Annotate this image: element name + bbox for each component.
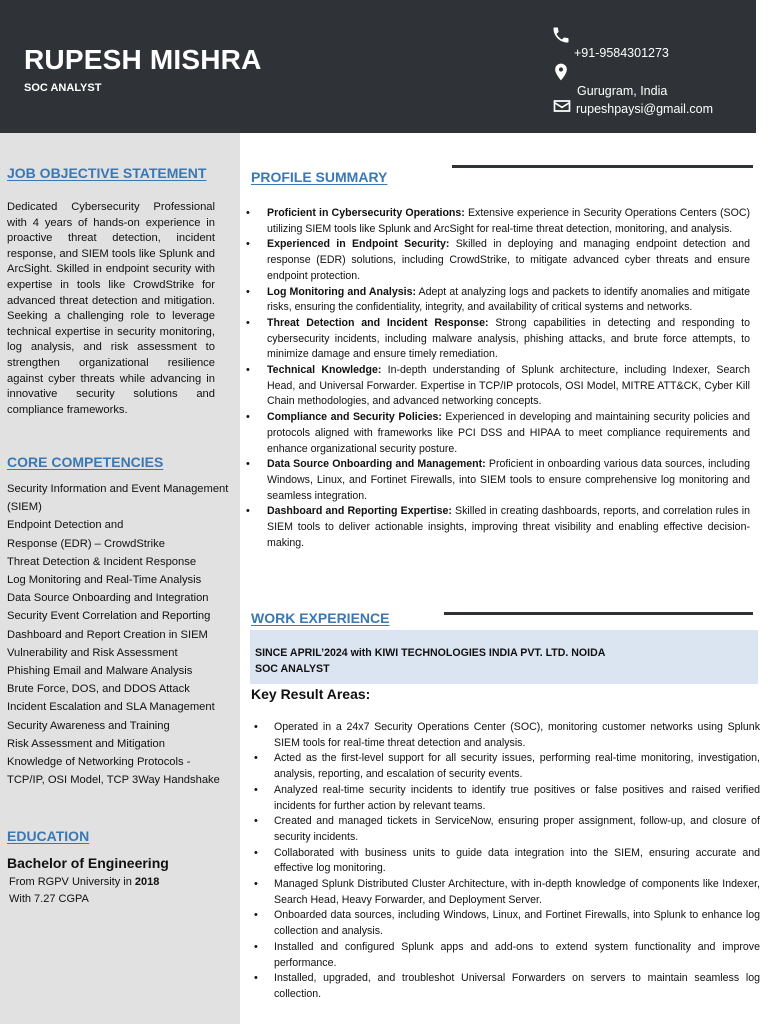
summary-text: In-depth understanding of Splunk architecture, including Indexer, Search Head, and Universal Forwarder. Expertise in TCP/IP protocols, OSI Model, MITRE ATT&CK, Cyber Kill Chain methodologies, and advanced networking concepts. bbox=[267, 364, 750, 408]
summary-text: Skilled in creating dashboards, reports, and correlation rules in SIEM tools to deliver actionable insights, improving threat visibility and enabling effective decision-making. bbox=[267, 505, 750, 549]
candidate-title: SOC ANALYST bbox=[24, 82, 102, 94]
education-university bbox=[9, 876, 159, 888]
list-item: • Acted as the first-level support for all security issues, performing real-time monitoring, investigation, analysis, reporting, and escalation of security events. bbox=[254, 751, 760, 782]
section-divider bbox=[444, 612, 753, 615]
list-item: Knowledge of Networking Protocols - bbox=[7, 756, 191, 769]
competencies-list bbox=[7, 480, 237, 789]
list-item: • Operated in a 24x7 Security Operations Center (SOC), monitoring customer networks using Splunk SIEM tools for real-time threat detection and analysis. bbox=[254, 720, 760, 751]
list-item: Risk Assessment and Mitigation bbox=[7, 737, 165, 750]
email-address[interactable]: rupeshpaysi@gmail.com bbox=[576, 102, 714, 116]
competencies-heading: CORE COMPETENCIES bbox=[7, 454, 164, 470]
education-cgpa: With 7.27 CGPA bbox=[9, 893, 89, 905]
list-item: Data Source Onboarding and Integration bbox=[7, 592, 209, 605]
list-item: • Collaborated with business units to guide data integration into the SIEM, ensuring accurate and effective log monitoring. bbox=[254, 846, 760, 877]
kra-heading: Key Result Areas: bbox=[251, 686, 371, 702]
list-item: • Created and managed tickets in ServiceNow, ensuring proper assignment, follow-up, and closure of security incidents. bbox=[254, 814, 760, 845]
summary-label: Proficient in Cybersecurity Operations: bbox=[267, 207, 465, 219]
objective-heading: JOB OBJECTIVE STATEMENT bbox=[7, 165, 207, 181]
list-item: Threat Detection & Incident Response bbox=[7, 555, 197, 568]
list-item: Brute Force, DOS, and DDOS Attack bbox=[7, 683, 190, 696]
list-item bbox=[246, 285, 750, 316]
university-text: From RGPV University in bbox=[9, 876, 135, 888]
list-item: Security Awareness and Training bbox=[7, 719, 170, 732]
email-icon bbox=[552, 96, 572, 116]
list-item: • Managed Splunk Distributed Cluster Architecture, with in-depth knowledge of components like Indexer, Search Head, Heavy Forwarder, and Deployment Server. bbox=[254, 877, 760, 908]
list-item: Endpoint Detection and bbox=[7, 519, 124, 532]
section-divider bbox=[452, 165, 753, 168]
profile-summary-list bbox=[246, 206, 750, 551]
list-item: • Analyzed real-time security incidents to identify true positives or false positives and raised verified incidents for further action by relevant teams. bbox=[254, 783, 760, 814]
graduation-year: 2018 bbox=[134, 876, 160, 888]
job-title-line: SINCE APRIL’2024 with KIWI TECHNOLOGIES INDIA PVT. LTD. NOIDA bbox=[255, 647, 606, 659]
list-item bbox=[246, 504, 750, 551]
summary-label: Data Source Onboarding and Management: bbox=[267, 458, 486, 471]
list-item: • Installed and configured Splunk apps and add-ons to extend system functionality and improve performance. bbox=[254, 940, 760, 971]
key-result-areas-list bbox=[254, 720, 760, 1003]
summary-text: Proficient in onboarding various data sources, including Windows, Linux, and Fortinet Firewalls, into SIEM tools to ensure comprehensive log monitoring and seamless integration. bbox=[267, 458, 750, 502]
list-item: Vulnerability and Risk Assessment bbox=[7, 646, 178, 659]
list-item bbox=[246, 457, 750, 504]
list-item bbox=[246, 316, 750, 363]
location: Gurugram, India bbox=[577, 84, 668, 98]
summary-label: Threat Detection and Incident Response: bbox=[267, 316, 489, 329]
list-item: • Onboarded data sources, including Windows, Linux, and Fortinet Firewalls, into Splunk to enhance log collection and analysis. bbox=[254, 908, 760, 939]
job-role: SOC ANALYST bbox=[255, 663, 330, 675]
candidate-name: RUPESH MISHRA bbox=[24, 44, 262, 75]
resume-header bbox=[0, 0, 756, 133]
list-item bbox=[246, 206, 750, 237]
objective-text: Dedicated Cybersecurity Professional with 4 years of hands-on experience in proactive threat detection, incident response, and SIEM tools like Splunk and ArcSight. Skilled in endpoint security with expertise in tools like CrowdStrike for advanced threat detection and mitigation. Seeking a challenging role to leverage technical expertise in security monitoring, log analysis, and risk assessment to strengthen organizational resilience against cyber threats while advancing in innovative security solutions and compliance frameworks. bbox=[7, 201, 215, 416]
phone-number[interactable]: +91-9584301273 bbox=[574, 46, 669, 60]
education-heading: EDUCATION bbox=[7, 828, 90, 844]
summary-label: Technical Knowledge: bbox=[267, 364, 382, 377]
list-item: Security Event Correlation and Reporting bbox=[7, 610, 211, 623]
work-experience-heading: WORK EXPERIENCE bbox=[251, 610, 390, 626]
list-item bbox=[246, 237, 750, 284]
list-item: Security Information and Event Management (SIEM) bbox=[7, 483, 229, 514]
phone-icon bbox=[551, 25, 571, 45]
list-item bbox=[246, 410, 750, 457]
list-item bbox=[246, 363, 750, 410]
list-item: TCP/IP, OSI Model, TCP 3Way Handshake bbox=[7, 774, 220, 787]
profile-summary-heading: PROFILE SUMMARY bbox=[251, 169, 388, 185]
list-item: Log Monitoring and Real-Time Analysis bbox=[7, 574, 202, 587]
summary-label: Dashboard and Reporting Expertise: bbox=[267, 505, 452, 518]
summary-text: Skilled in deploying and managing endpoint detection and response (EDR) solutions, including CrowdStrike, to mitigate advanced cyber threats and ensure endpoint protection. bbox=[267, 238, 750, 282]
summary-label: Compliance and Security Policies: bbox=[267, 411, 442, 424]
summary-label: Log Monitoring and Analysis: bbox=[267, 285, 417, 298]
job-header-box bbox=[250, 630, 758, 684]
degree: Bachelor of Engineering bbox=[7, 855, 169, 871]
summary-text: Strong capabilities in detecting and responding to cybersecurity incidents, including malware analysis, phishing attacks, and brute force attempts, to minimize damage and ensure timely remediation. bbox=[267, 316, 750, 361]
location-pin-icon bbox=[551, 62, 571, 82]
list-item: Response (EDR) – CrowdStrike bbox=[7, 537, 165, 550]
summary-text: Adept at analyzing logs and packets to identify anomalies and mitigate risks, ensuring the confidentiality, integrity, and availability of critical systems and networks. bbox=[267, 285, 750, 314]
list-item: Incident Escalation and SLA Management bbox=[7, 701, 215, 714]
summary-label: Experienced in Endpoint Security: bbox=[267, 238, 450, 251]
summary-text: Experienced in developing and maintaining security policies and protocols aligned with frameworks like PCI DSS and HIPAA to meet compliance requirements and enhance organizational security posture. bbox=[267, 411, 750, 455]
summary-text: Extensive experience in Security Operations Centers (SOC) utilizing SIEM tools like Splunk and ArcSight for real-time threat detection, monitoring, and analysis. bbox=[267, 207, 750, 235]
list-item: Phishing Email and Malware Analysis bbox=[7, 665, 193, 678]
list-item: Dashboard and Report Creation in SIEM bbox=[7, 628, 208, 641]
list-item: • Installed, upgraded, and troubleshot Universal Forwarders on servers to maintain seamless log collection. bbox=[254, 971, 760, 1002]
